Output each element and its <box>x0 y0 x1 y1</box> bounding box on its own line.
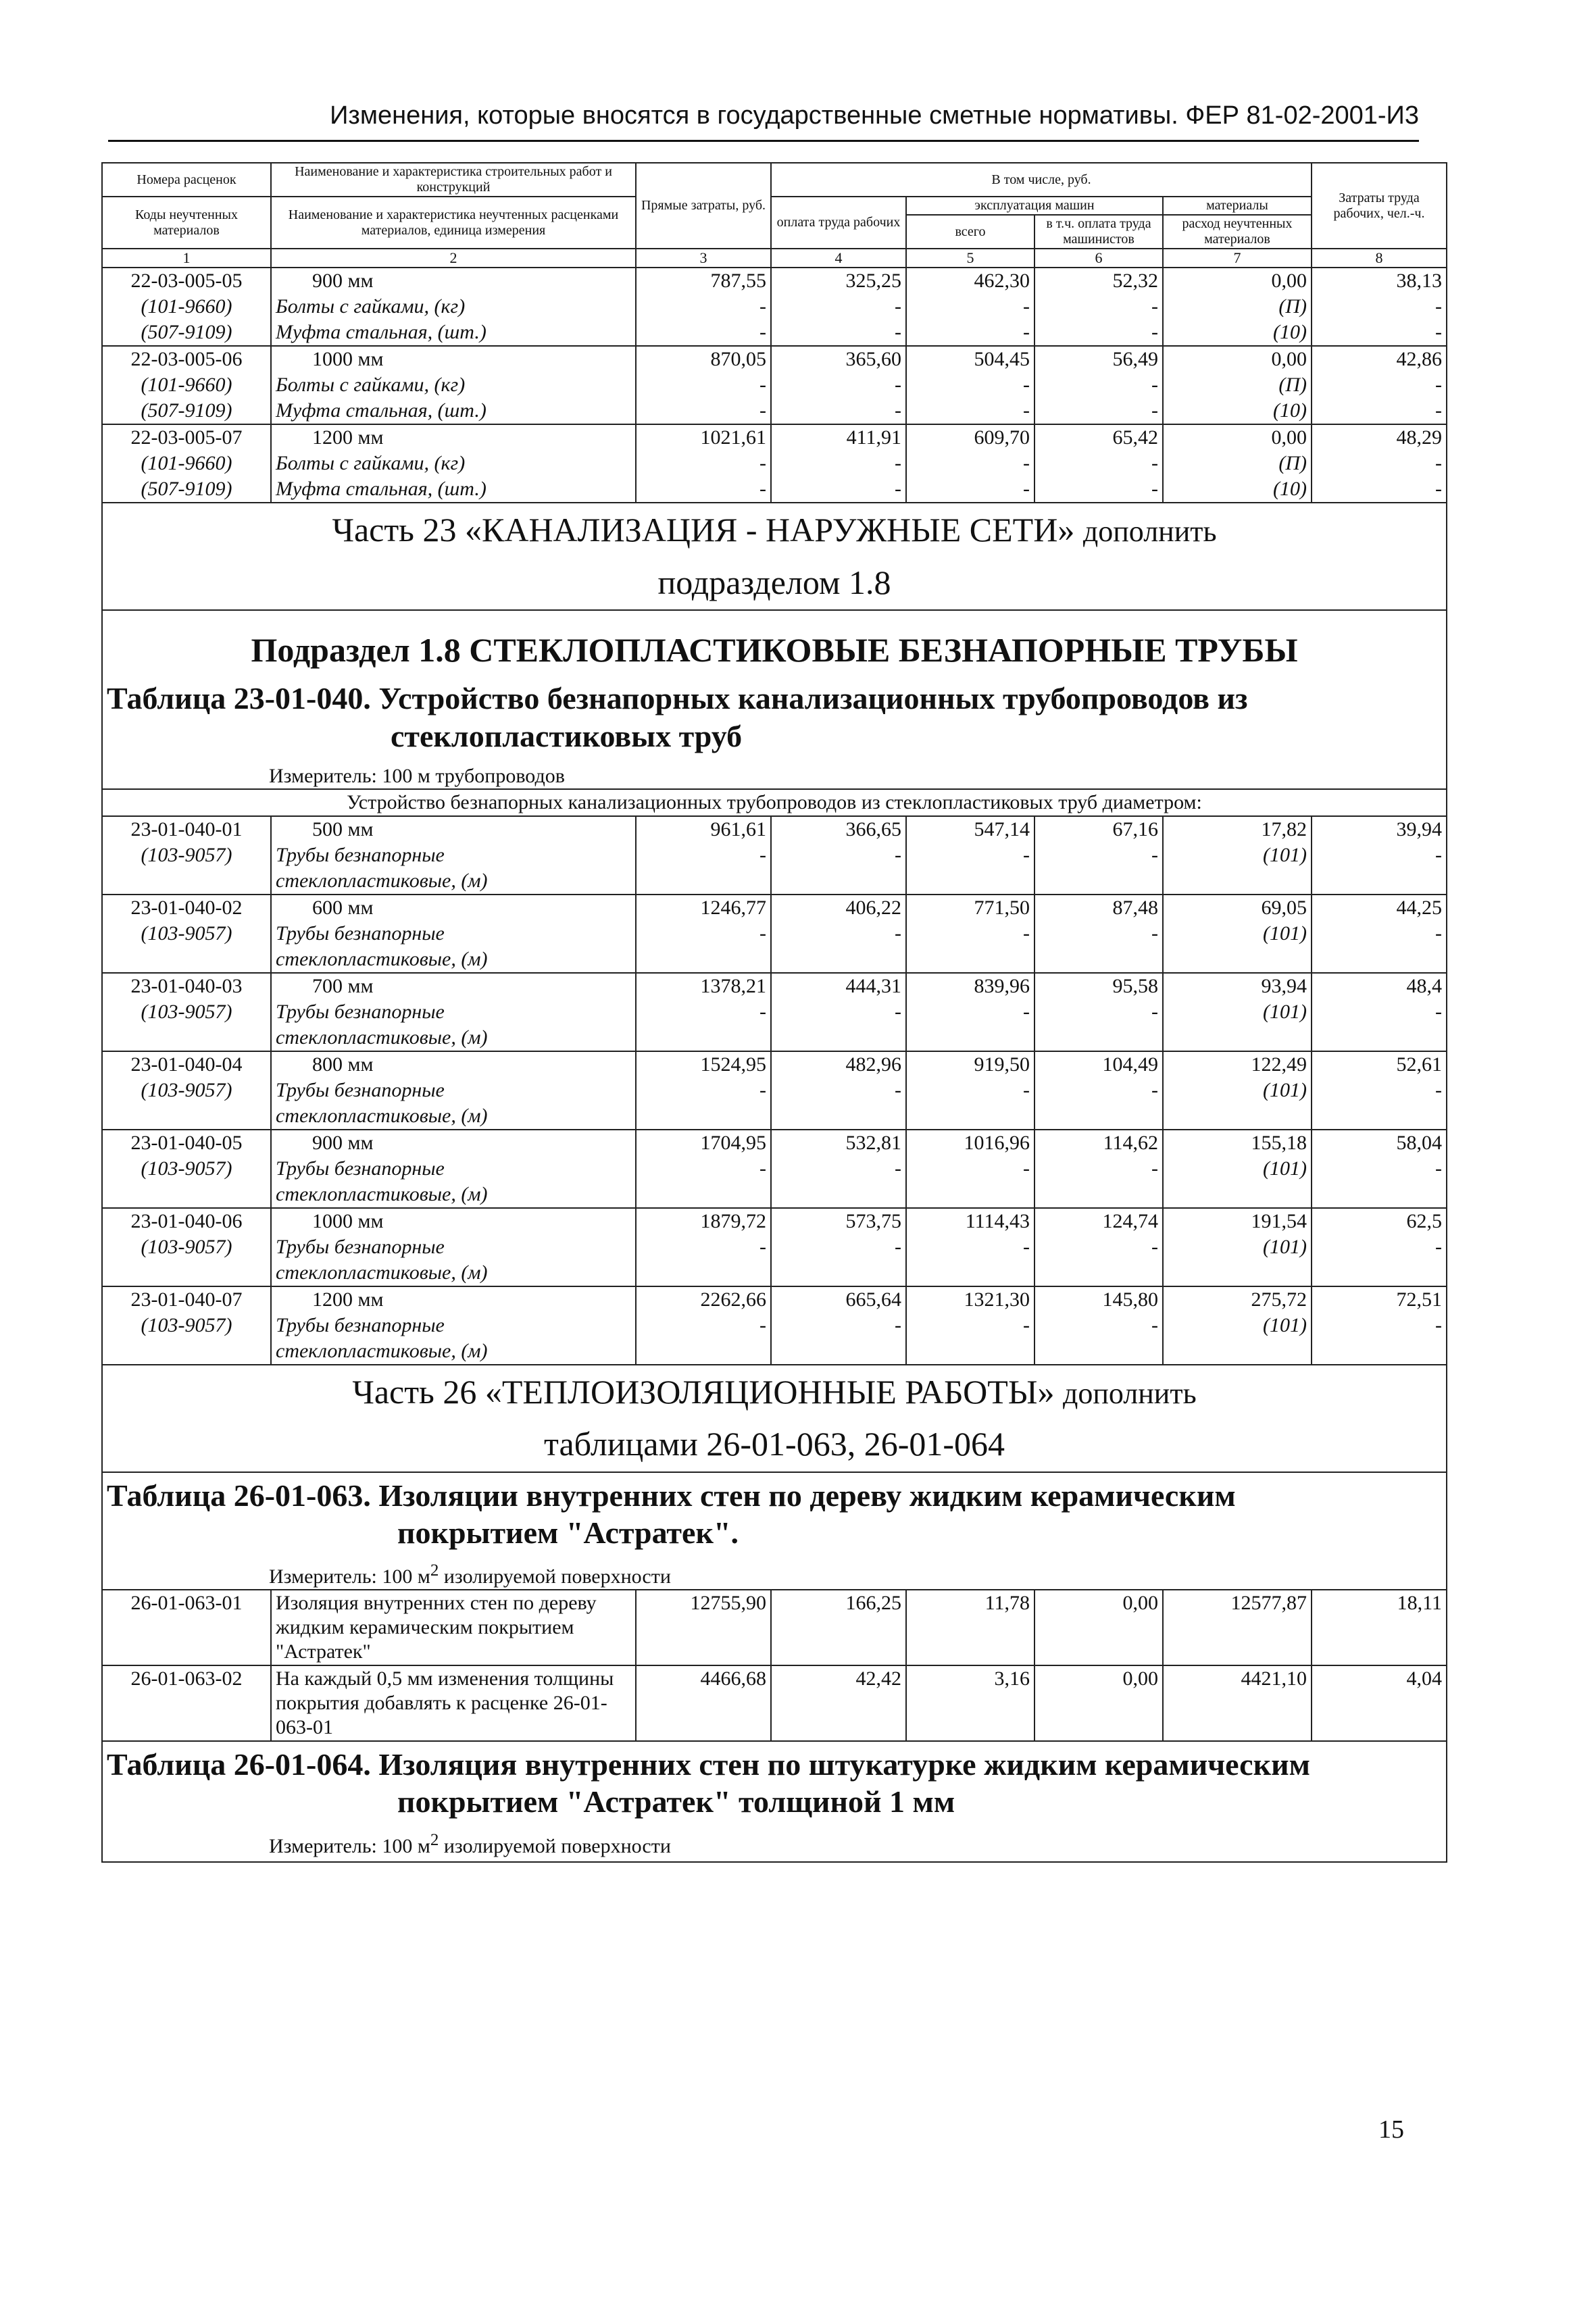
machines-total: 919,50 <box>906 1051 1034 1078</box>
table-row <box>102 1025 1447 1051</box>
rate-code: 22-03-005-05 <box>102 268 271 294</box>
dash: - <box>1034 320 1163 346</box>
material-code: (101-9660) <box>102 372 271 398</box>
col-num: 7 <box>1163 249 1312 268</box>
material-qty: (101) <box>1163 1078 1312 1103</box>
part26-title-bold: Часть 26 «ТЕПЛОИЗОЛЯЦИОННЫЕ РАБОТЫ» <box>352 1372 1055 1411</box>
labor-hours: 48,4 <box>1312 973 1447 999</box>
measure-text-tail: изолируемой поверхности <box>439 1834 671 1857</box>
part26-title <box>102 1365 1447 1472</box>
direct-cost: 870,05 <box>636 346 771 372</box>
dash: - <box>636 320 771 346</box>
labor-hours: 38,13 <box>1312 268 1447 294</box>
head-worker-pay: оплата труда рабочих <box>771 197 906 249</box>
dash: - <box>1034 1156 1163 1182</box>
rate-code: 23-01-040-06 <box>102 1208 271 1234</box>
dash: - <box>1034 1078 1163 1103</box>
direct-cost: 1021,61 <box>636 424 771 451</box>
measure-unit <box>107 1554 1442 1589</box>
material-name: Трубы безнапорные <box>271 842 636 868</box>
head-machinist-pay: в т.ч. оплата труда машинистов <box>1034 215 1163 249</box>
materials-cost: 275,72 <box>1163 1286 1312 1313</box>
dash: - <box>771 320 906 346</box>
dash: - <box>1034 842 1163 868</box>
table-title-line1: Таблица 26-01-063. Изоляции внутренних стен по дереву жидким керамическим <box>107 1478 1236 1513</box>
rate-name: На каждый 0,5 мм изменения толщины покрытия добавлять к расценке 26-01-063-01 <box>271 1665 636 1741</box>
table-row <box>102 921 1447 947</box>
table-row <box>102 1051 1447 1078</box>
material-name-cont: стеклопластиковые, (м) <box>271 1338 636 1365</box>
material-qty: (10) <box>1163 320 1312 346</box>
table-26-01-064-title <box>107 1742 1442 1823</box>
rate-name: 600 мм <box>271 895 636 921</box>
worker-pay: 444,31 <box>771 973 906 999</box>
dash: - <box>636 294 771 320</box>
material-name-cont: стеклопластиковые, (м) <box>271 1260 636 1286</box>
machinist-pay: 65,42 <box>1034 424 1163 451</box>
dash: - <box>771 1234 906 1260</box>
table-23-01-040-title <box>107 676 1442 757</box>
table-title-line2: покрытием "Астратек" толщиной 1 мм <box>397 1784 955 1819</box>
machinist-pay: 87,48 <box>1034 895 1163 921</box>
table-row <box>102 1590 1447 1665</box>
material-qty: (101) <box>1163 1313 1312 1338</box>
rate-code: 23-01-040-07 <box>102 1286 271 1313</box>
dash: - <box>636 1234 771 1260</box>
rate-name: 1200 мм <box>271 424 636 451</box>
material-code: (507-9109) <box>102 398 271 424</box>
labor-hours: 72,51 <box>1312 1286 1447 1313</box>
table-row <box>102 1313 1447 1338</box>
table-row <box>102 1182 1447 1208</box>
table-row <box>102 268 1447 294</box>
material-qty: (101) <box>1163 921 1312 947</box>
machinist-pay: 0,00 <box>1034 1590 1163 1665</box>
material-qty: (101) <box>1163 999 1312 1025</box>
rate-code: 26-01-063-01 <box>102 1590 271 1665</box>
col-num: 8 <box>1312 249 1447 268</box>
direct-cost: 2262,66 <box>636 1286 771 1313</box>
rate-name: Изоляция внутренних стен по дереву жидким керамическим покрытием "Астратек" <box>271 1590 636 1665</box>
dash: - <box>771 999 906 1025</box>
rate-name: 500 мм <box>271 816 636 842</box>
measure-text-tail: изолируемой поверхности <box>439 1565 671 1588</box>
direct-cost: 4466,68 <box>636 1665 771 1741</box>
table-title-line2: покрытием "Астратек". <box>397 1515 739 1550</box>
head-col1-top: Номера расценок <box>102 163 271 197</box>
table-title-line1: Таблица 26-01-064. Изоляция внутренних стен по штукатурке жидким керамическим <box>107 1747 1310 1782</box>
materials-cost: 0,00 <box>1163 424 1312 451</box>
dash: - <box>1034 451 1163 476</box>
direct-cost: 12755,90 <box>636 1590 771 1665</box>
dash: - <box>1312 1313 1447 1338</box>
dash: - <box>771 294 906 320</box>
labor-hours: 62,5 <box>1312 1208 1447 1234</box>
materials-cost: 12577,87 <box>1163 1590 1312 1665</box>
dash: - <box>906 320 1034 346</box>
dash: - <box>1312 398 1447 424</box>
direct-cost: 1879,72 <box>636 1208 771 1234</box>
rate-name: 900 мм <box>271 268 636 294</box>
dash: - <box>636 476 771 503</box>
materials-cost: 191,54 <box>1163 1208 1312 1234</box>
material-name: Трубы безнапорные <box>271 1156 636 1182</box>
materials-cost: 93,94 <box>1163 973 1312 999</box>
table-row <box>102 1078 1447 1103</box>
machinist-pay: 67,16 <box>1034 816 1163 842</box>
dash: - <box>1312 294 1447 320</box>
rate-code: 23-01-040-02 <box>102 895 271 921</box>
direct-cost: 1246,77 <box>636 895 771 921</box>
dash: - <box>636 999 771 1025</box>
worker-pay: 411,91 <box>771 424 906 451</box>
table-row <box>102 320 1447 346</box>
dash: - <box>771 476 906 503</box>
material-qty: (П) <box>1163 294 1312 320</box>
table-row <box>102 294 1447 320</box>
material-code: (103-9057) <box>102 999 271 1025</box>
page-header: Изменения, которые вносятся в государственные сметные нормативы. ФЕР 81-02-2001-И3 <box>108 101 1419 142</box>
worker-pay: 406,22 <box>771 895 906 921</box>
worker-pay: 573,75 <box>771 1208 906 1234</box>
subsection-title: Подраздел 1.8 СТЕКЛОПЛАСТИКОВЫЕ БЕЗНАПОРНЫЕ ТРУБЫ <box>251 631 1298 670</box>
material-qty: (101) <box>1163 842 1312 868</box>
col-num: 2 <box>271 249 636 268</box>
dash: - <box>1312 320 1447 346</box>
dash: - <box>906 842 1034 868</box>
dash: - <box>636 451 771 476</box>
material-qty: (10) <box>1163 398 1312 424</box>
table-row <box>102 1665 1447 1741</box>
materials-cost: 155,18 <box>1163 1130 1312 1156</box>
material-code: (507-9109) <box>102 320 271 346</box>
worker-pay: 42,42 <box>771 1665 906 1741</box>
material-code: (103-9057) <box>102 1156 271 1182</box>
table-row <box>102 895 1447 921</box>
rate-code: 23-01-040-03 <box>102 973 271 999</box>
measure-unit: Измеритель: 100 м трубопроводов <box>269 764 565 787</box>
worker-pay: 365,60 <box>771 346 906 372</box>
direct-cost: 1378,21 <box>636 973 771 999</box>
measure-text: Измеритель: 100 м <box>269 1834 430 1857</box>
col-num: 6 <box>1034 249 1163 268</box>
part23-title-bold: Часть 23 «КАНАЛИЗАЦИЯ - НАРУЖНЫЕ СЕТИ» <box>332 511 1075 549</box>
table-row <box>102 1338 1447 1365</box>
dash: - <box>1312 921 1447 947</box>
materials-cost: 17,82 <box>1163 816 1312 842</box>
dash: - <box>771 398 906 424</box>
table-row <box>102 1260 1447 1286</box>
table-row <box>102 398 1447 424</box>
rate-name: 1200 мм <box>271 1286 636 1313</box>
col-num: 5 <box>906 249 1034 268</box>
machines-total: 11,78 <box>906 1590 1034 1665</box>
materials-cost: 0,00 <box>1163 268 1312 294</box>
rate-name: 1000 мм <box>271 1208 636 1234</box>
dash: - <box>906 999 1034 1025</box>
material-name: Муфта стальная, (шт.) <box>271 398 636 424</box>
direct-cost: 787,55 <box>636 268 771 294</box>
machines-total: 3,16 <box>906 1665 1034 1741</box>
measure-sup: 2 <box>430 1830 439 1849</box>
machinist-pay: 95,58 <box>1034 973 1163 999</box>
material-name: Муфта стальная, (шт.) <box>271 320 636 346</box>
column-numbers-row <box>102 249 1447 268</box>
labor-hours: 44,25 <box>1312 895 1447 921</box>
part26-title-line2: таблицами 26-01-063, 26-01-064 <box>543 1425 1005 1463</box>
materials-cost: 4421,10 <box>1163 1665 1312 1741</box>
table-row <box>102 1156 1447 1182</box>
machinist-pay: 104,49 <box>1034 1051 1163 1078</box>
dash: - <box>636 1313 771 1338</box>
dash: - <box>906 1078 1034 1103</box>
material-qty: (П) <box>1163 451 1312 476</box>
machines-total: 839,96 <box>906 973 1034 999</box>
machines-total: 504,45 <box>906 346 1034 372</box>
table-row <box>102 999 1447 1025</box>
dash: - <box>1312 999 1447 1025</box>
material-name: Трубы безнапорные <box>271 1078 636 1103</box>
material-name: Болты с гайками, (кг) <box>271 451 636 476</box>
material-name-cont: стеклопластиковые, (м) <box>271 947 636 973</box>
dash: - <box>771 842 906 868</box>
machines-total: 609,70 <box>906 424 1034 451</box>
part23-title-small: дополнить <box>1082 515 1217 549</box>
rate-code: 26-01-063-02 <box>102 1665 271 1741</box>
machinist-pay: 56,49 <box>1034 346 1163 372</box>
materials-cost: 122,49 <box>1163 1051 1312 1078</box>
table-row <box>102 451 1447 476</box>
rates-table <box>101 162 1447 1863</box>
material-code: (101-9660) <box>102 294 271 320</box>
rate-code: 23-01-040-04 <box>102 1051 271 1078</box>
material-name: Болты с гайками, (кг) <box>271 294 636 320</box>
dash: - <box>1034 1313 1163 1338</box>
machinist-pay: 145,80 <box>1034 1286 1163 1313</box>
dash: - <box>1312 1156 1447 1182</box>
material-name: Трубы безнапорные <box>271 921 636 947</box>
col-num: 4 <box>771 249 906 268</box>
table-title-line1: Таблица 23-01-040. Устройство безнапорных канализационных трубопроводов из <box>107 681 1248 716</box>
dash: - <box>771 451 906 476</box>
head-machines-total: всего <box>906 215 1034 249</box>
dash: - <box>1034 476 1163 503</box>
dash: - <box>636 372 771 398</box>
head-direct-costs: Прямые затраты, руб. <box>636 163 771 249</box>
materials-cost: 69,05 <box>1163 895 1312 921</box>
dash: - <box>906 451 1034 476</box>
table-row <box>102 868 1447 895</box>
dash: - <box>1034 999 1163 1025</box>
dash: - <box>636 1078 771 1103</box>
machinist-pay: 124,74 <box>1034 1208 1163 1234</box>
worker-pay: 366,65 <box>771 816 906 842</box>
labor-hours: 18,11 <box>1312 1590 1447 1665</box>
labor-hours: 4,04 <box>1312 1665 1447 1741</box>
dash: - <box>906 372 1034 398</box>
labor-hours: 48,29 <box>1312 424 1447 451</box>
labor-hours: 42,86 <box>1312 346 1447 372</box>
dash: - <box>1034 921 1163 947</box>
material-name: Трубы безнапорные <box>271 1234 636 1260</box>
head-machines: эксплуатация машин <box>906 197 1163 215</box>
material-name-cont: стеклопластиковые, (м) <box>271 1025 636 1051</box>
machinist-pay: 114,62 <box>1034 1130 1163 1156</box>
dash: - <box>1312 451 1447 476</box>
material-name-cont: стеклопластиковые, (м) <box>271 1182 636 1208</box>
material-name: Трубы безнапорные <box>271 1313 636 1338</box>
machines-total: 547,14 <box>906 816 1034 842</box>
head-col2-top: Наименование и характеристика строительных работ и конструкций <box>271 163 636 197</box>
table-row <box>102 973 1447 999</box>
head-unaccounted-materials: расход неучтенных материалов <box>1163 215 1312 249</box>
worker-pay: 532,81 <box>771 1130 906 1156</box>
col-num: 3 <box>636 249 771 268</box>
rate-name: 800 мм <box>271 1051 636 1078</box>
dash: - <box>1034 398 1163 424</box>
table-row <box>102 1234 1447 1260</box>
direct-cost: 961,61 <box>636 816 771 842</box>
material-code: (103-9057) <box>102 1313 271 1338</box>
table-row <box>102 1286 1447 1313</box>
machines-total: 462,30 <box>906 268 1034 294</box>
material-name: Трубы безнапорные <box>271 999 636 1025</box>
measure-text: Измеритель: 100 м <box>269 1565 430 1588</box>
machinist-pay: 52,32 <box>1034 268 1163 294</box>
dash: - <box>906 921 1034 947</box>
direct-cost: 1524,95 <box>636 1051 771 1078</box>
material-qty: (101) <box>1163 1156 1312 1182</box>
materials-cost: 0,00 <box>1163 346 1312 372</box>
dash: - <box>1312 1234 1447 1260</box>
table-title-line2: стеклопластиковых труб <box>391 718 743 753</box>
table-row <box>102 947 1447 973</box>
rate-code: 22-03-005-06 <box>102 346 271 372</box>
dash: - <box>1312 372 1447 398</box>
machinist-pay: 0,00 <box>1034 1665 1163 1741</box>
dash: - <box>771 921 906 947</box>
material-code: (103-9057) <box>102 921 271 947</box>
worker-pay: 482,96 <box>771 1051 906 1078</box>
dash: - <box>636 921 771 947</box>
machines-total: 1114,43 <box>906 1208 1034 1234</box>
worker-pay: 665,64 <box>771 1286 906 1313</box>
material-code: (103-9057) <box>102 842 271 868</box>
diameter-band: Устройство безнапорных канализационных трубопроводов из стеклопластиковых труб диаметром: <box>102 789 1447 816</box>
table-row <box>102 424 1447 451</box>
machines-total: 1016,96 <box>906 1130 1034 1156</box>
rate-code: 23-01-040-05 <box>102 1130 271 1156</box>
rate-name: 700 мм <box>271 973 636 999</box>
head-labor-hours: Затраты труда рабочих, чел.-ч. <box>1312 163 1447 249</box>
dash: - <box>771 1313 906 1338</box>
direct-cost: 1704,95 <box>636 1130 771 1156</box>
material-code: (101-9660) <box>102 451 271 476</box>
dash: - <box>636 398 771 424</box>
machines-total: 771,50 <box>906 895 1034 921</box>
dash: - <box>906 1234 1034 1260</box>
material-name: Болты с гайками, (кг) <box>271 372 636 398</box>
material-name-cont: стеклопластиковые, (м) <box>271 1103 636 1130</box>
dash: - <box>906 1313 1034 1338</box>
labor-hours: 52,61 <box>1312 1051 1447 1078</box>
dash: - <box>1034 1234 1163 1260</box>
dash: - <box>906 398 1034 424</box>
table-row <box>102 476 1447 503</box>
dash: - <box>771 372 906 398</box>
material-code: (103-9057) <box>102 1234 271 1260</box>
rate-code: 23-01-040-01 <box>102 816 271 842</box>
table-row <box>102 816 1447 842</box>
labor-hours: 39,94 <box>1312 816 1447 842</box>
table-row <box>102 372 1447 398</box>
head-materials: материалы <box>1163 197 1312 215</box>
worker-pay: 166,25 <box>771 1590 906 1665</box>
page-number: 15 <box>1378 2115 1404 2144</box>
material-code: (507-9109) <box>102 476 271 503</box>
measure-sup: 2 <box>430 1561 439 1580</box>
dash: - <box>1034 294 1163 320</box>
dash: - <box>906 294 1034 320</box>
machines-total: 1321,30 <box>906 1286 1034 1313</box>
material-qty: (101) <box>1163 1234 1312 1260</box>
table-26-01-063-title <box>107 1473 1442 1554</box>
table-row <box>102 1130 1447 1156</box>
worker-pay: 325,25 <box>771 268 906 294</box>
dash: - <box>906 476 1034 503</box>
part23-title-line2: подразделом 1.8 <box>657 563 891 601</box>
head-col2-bottom: Наименование и характеристика неучтенных расценками материалов, единица измерения <box>271 197 636 249</box>
material-qty: (10) <box>1163 476 1312 503</box>
dash: - <box>1034 372 1163 398</box>
rate-name: 900 мм <box>271 1130 636 1156</box>
rate-code: 22-03-005-07 <box>102 424 271 451</box>
dash: - <box>906 1156 1034 1182</box>
part26-title-small: дополнить <box>1062 1376 1197 1410</box>
dash: - <box>1312 1078 1447 1103</box>
table-row <box>102 1208 1447 1234</box>
dash: - <box>636 842 771 868</box>
dash: - <box>1312 476 1447 503</box>
measure-unit <box>107 1823 1442 1861</box>
rate-name: 1000 мм <box>271 346 636 372</box>
material-name-cont: стеклопластиковые, (м) <box>271 868 636 895</box>
head-col1-bottom: Коды неучтенных материалов <box>102 197 271 249</box>
part23-title <box>102 503 1447 610</box>
dash: - <box>771 1156 906 1182</box>
material-qty: (П) <box>1163 372 1312 398</box>
material-name: Муфта стальная, (шт.) <box>271 476 636 503</box>
table-row <box>102 1103 1447 1130</box>
labor-hours: 58,04 <box>1312 1130 1447 1156</box>
table-row <box>102 346 1447 372</box>
head-group: В том числе, руб. <box>771 163 1312 197</box>
table-row <box>102 842 1447 868</box>
col-num: 1 <box>102 249 271 268</box>
material-code: (103-9057) <box>102 1078 271 1103</box>
dash: - <box>1312 842 1447 868</box>
dash: - <box>771 1078 906 1103</box>
dash: - <box>636 1156 771 1182</box>
